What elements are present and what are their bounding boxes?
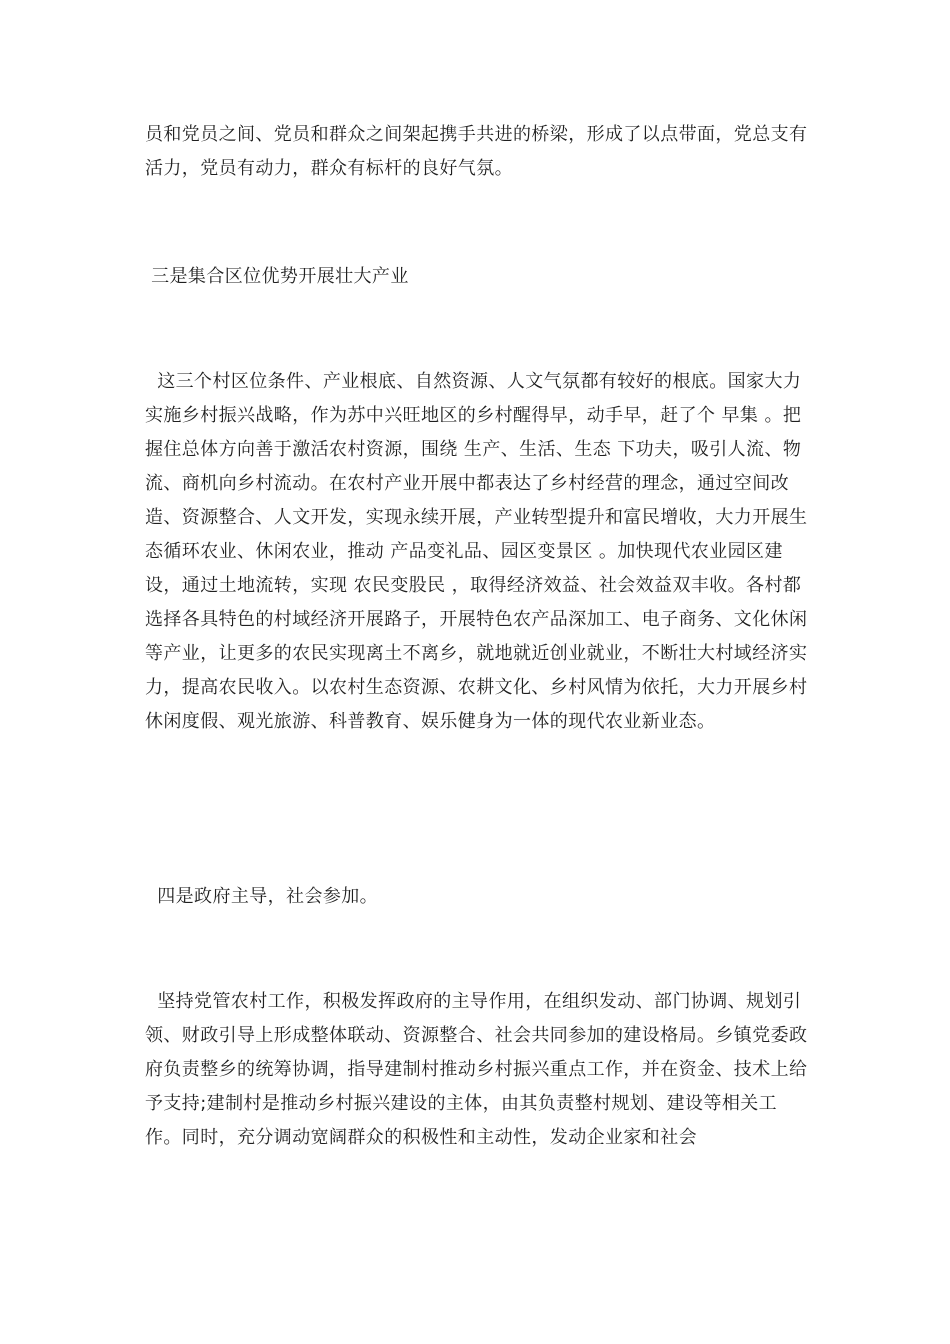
- section-heading-3: 三是集合区位优势开展壮大产业: [145, 266, 409, 287]
- government-paragraph: 坚持党管农村工作，积极发挥政府的主导作用，在组织发动、部门协调、规划引领、财政引导上形成整体联动、资源整合、社会共同参加的建设格局。乡镇党委政府负责整乡的统筹协调，指导建制村推动乡村振兴重点工作，并在资金、技术上给予支持;建制村是推动乡村振兴建设的主体，由其负责整村规划、建设等相关工作。同时，充分调动宽阔群众的积极性和主动性，发动企业家和社会: [145, 991, 808, 1148]
- intro-paragraph: 员和党员之间、党员和群众之间架起携手共进的桥梁，形成了以点带面，党总支有活力，党员有动力，群众有标杆的良好气氛。: [145, 124, 808, 179]
- industry-paragraph: 这三个村区位条件、产业根底、自然资源、人文气氛都有较好的根底。国家大力实施乡村振兴战略，作为苏中兴旺地区的乡村醒得早，动手早，赶了个 早集 。把握住总体方向善于激活农村资源，围绕 生产、生活、生态 下功夫，吸引人流、物流、商机向乡村流动。在农村产业开展中都表达了乡村经营的理念，通过空间改造、资源整合、人文开发，实现永续开展，产业转型提升和富民增收，大力开展生态循环农业、休闲农业，推动 产品变礼品、园区变景区 。加快现代农业园区建设，通过土地流转，实现 农民变股民 ，取得经济效益、社会效益双丰收。各村都选择各具特色的村域经济开展路子，开展特色农产品深加工、电子商务、文化休闲等产业，让更多的农民实现离土不离乡，就地就近创业就业，不断壮大村域经济实力，提高农民收入。以农村生态资源、农耕文化、乡村风情为依托，大力开展乡村休闲度假、观光旅游、科普教育、娱乐健身为一体的现代农业新业态。: [145, 371, 808, 732]
- section-heading-4: 四是政府主导，社会参加。: [145, 886, 379, 907]
